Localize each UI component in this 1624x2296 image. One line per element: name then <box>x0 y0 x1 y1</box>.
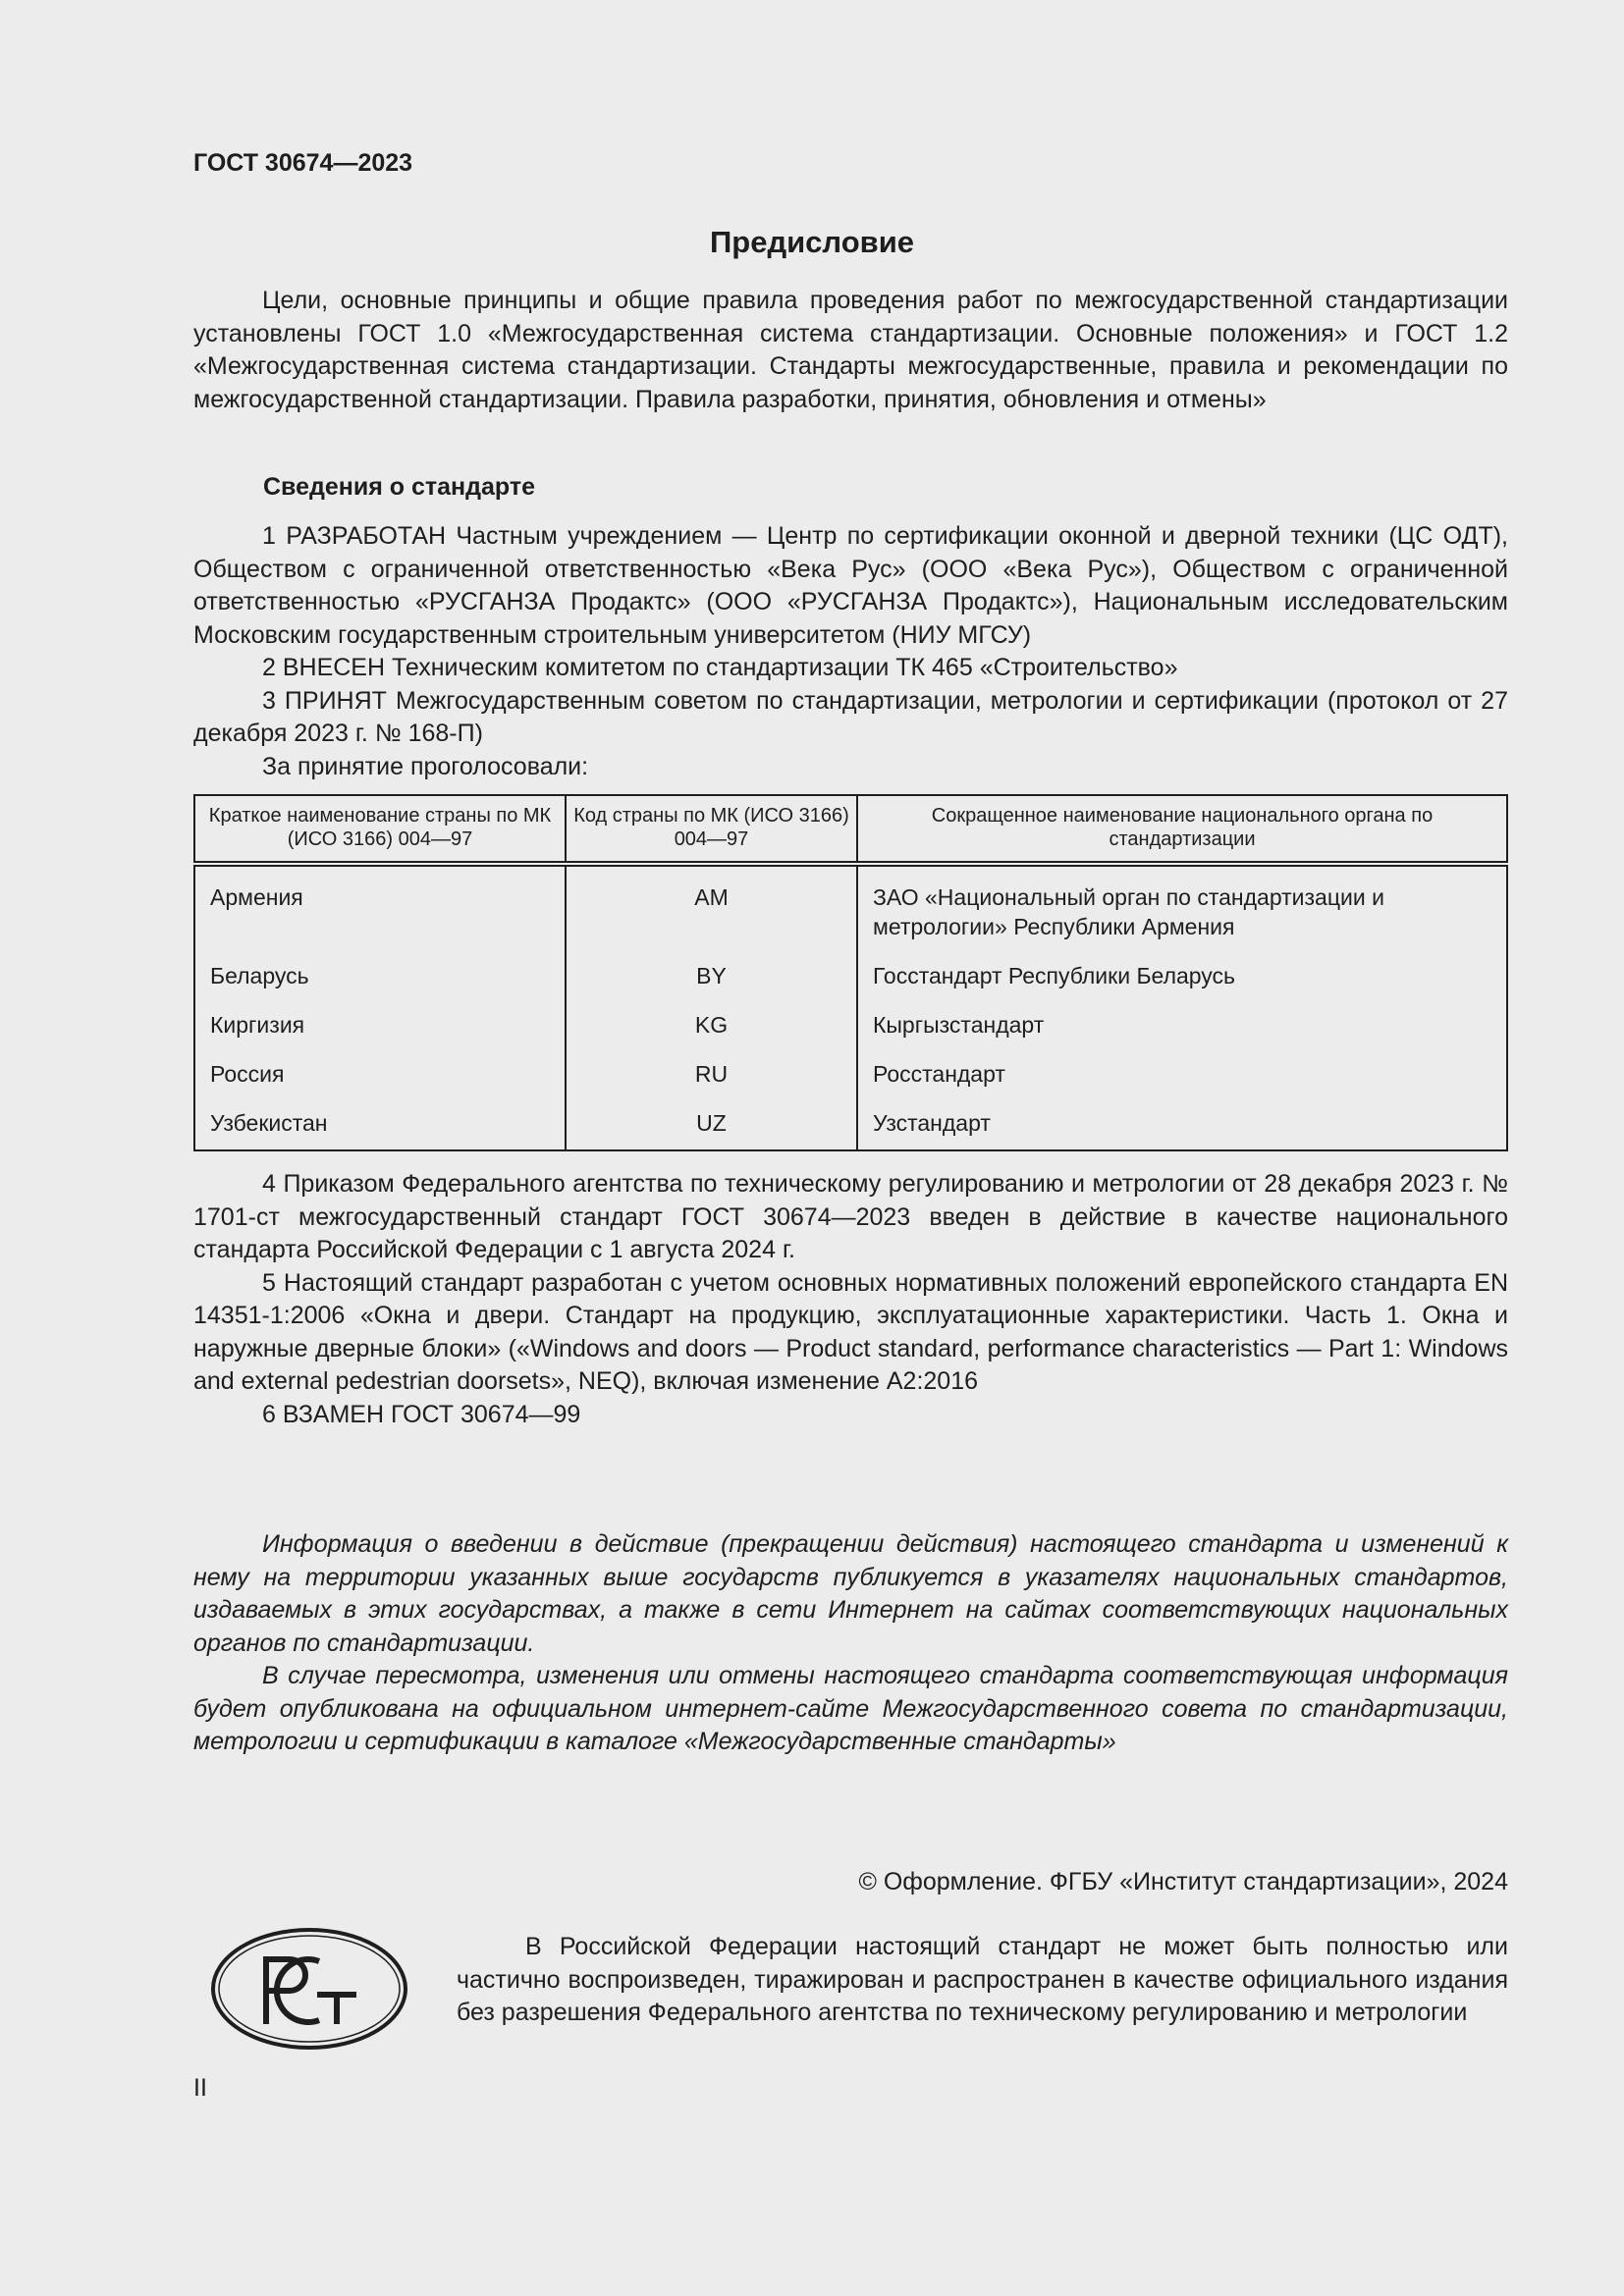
table-header-row <box>194 795 1507 864</box>
section-title: Сведения о стандарте <box>263 473 536 501</box>
cell-code: RU <box>566 1051 857 1100</box>
item-replaces: 6 ВЗАМЕН ГОСТ 30674—99 <box>262 1400 581 1428</box>
table-row <box>194 864 1507 953</box>
cell-code: UZ <box>566 1100 857 1150</box>
publication-info <box>193 1528 1508 1759</box>
voted-label: За принятие проголосовали: <box>262 752 589 780</box>
standard-info-continued <box>193 1168 1508 1431</box>
cell-country: Армения <box>194 864 566 953</box>
header-country-code: Код страны по МК (ИСО 3166) 004—97 <box>566 795 857 864</box>
table-row <box>194 1100 1507 1150</box>
cell-body: Госстандарт Республики Беларусь <box>857 953 1507 1002</box>
item-based-on: 5 Настоящий стандарт разработан с учетом основных нормативных положений европейского стандарта EN 14351-1:2006 «Окна и двери. Стандарт на продукцию, эксплуатационные характеристики. Часть 1. Окна и наружные дверные блоки» («Windows and doors — Product standard, performance characteristics — Part 1: Windows and external pedestrian doorsets», NEQ), включая изменение A2:2016 <box>193 1268 1508 1395</box>
document-code: ГОСТ 30674—2023 <box>193 149 413 177</box>
item-adopted: 3 ПРИНЯТ Межгосударственным советом по стандартизации, метрологии и сертификации (протокол от 27 декабря 2023 г. № 168-П) <box>193 686 1508 747</box>
table-row <box>194 1051 1507 1100</box>
notice-paragraph: В Российской Федерации настоящий стандарт не может быть полностью или частично воспроизведен, тиражирован и распространен в качестве официального издания без разрешения Федерального агентства по техническому регулированию и метрологии <box>457 1933 1508 2026</box>
cell-body: Кыргызстандарт <box>857 1002 1507 1051</box>
cell-body: Узстандарт <box>857 1100 1507 1150</box>
rst-certification-mark-icon <box>209 1926 409 2052</box>
item-submitted: 2 ВНЕСЕН Техническим комитетом по стандартизации ТК 465 «Строительство» <box>262 654 1178 681</box>
cell-country: Беларусь <box>194 953 566 1002</box>
standard-info-section <box>193 520 1508 783</box>
cell-code: KG <box>566 1002 857 1051</box>
header-national-body: Сокращенное наименование национального органа по стандартизации <box>857 795 1507 864</box>
intro-section <box>193 285 1508 416</box>
page-number: II <box>193 2074 207 2102</box>
cell-country: Узбекистан <box>194 1100 566 1150</box>
cell-code: AM <box>566 864 857 953</box>
intro-paragraph: Цели, основные принципы и общие правила проведения работ по межгосударственной стандартизации установлены ГОСТ 1.0 «Межгосударственная система стандартизации. Основные положения» и ГОСТ 1.2 «Межгосударственная система стандартизации. Стандарты межгосударственные, правила и рекомендации по межгосударственной стандартизации. Правила разработки, принятия, обновления и отмены» <box>193 287 1508 413</box>
copyright-line: © Оформление. ФГБУ «Институт стандартизации», 2024 <box>858 1868 1508 1896</box>
cell-code: BY <box>566 953 857 1002</box>
table-row <box>194 1002 1507 1051</box>
page-title: Предисловие <box>709 225 914 259</box>
cell-body: ЗАО «Национальный орган по стандартизации и метрологии» Республики Армения <box>857 864 1507 953</box>
item-enacted: 4 Приказом Федерального агентства по техническому регулированию и метрологии от 28 декабря 2023 г. № 1701-ст межгосударственный стандарт ГОСТ 30674—2023 введен в действие в качестве национального стандарта Российской Федерации с 1 августа 2024 г. <box>193 1170 1508 1263</box>
cell-country: Россия <box>194 1051 566 1100</box>
info-paragraph-2: В случае пересмотра, изменения или отмены настоящего стандарта соответствующая информация будет опубликована на официальном интернет-сайте Межгосударственного совета по стандартизации, метрологии и сертификации в каталоге «Межгосударственные стандарты» <box>193 1662 1508 1755</box>
cell-body: Росстандарт <box>857 1051 1507 1100</box>
reproduction-notice <box>457 1931 1508 2030</box>
header-country-name: Краткое наименование страны по МК (ИСО 3166) 004—97 <box>194 795 566 864</box>
cell-country: Киргизия <box>194 1002 566 1051</box>
voting-table <box>193 794 1508 1151</box>
table-row <box>194 953 1507 1002</box>
info-paragraph-1: Информация о введении в действие (прекращении действия) настоящего стандарта и изменений к нему на территории указанных выше государств публикуется в указателях национальных стандартов, издаваемых в этих государствах, а также в сети Интернет на сайтах соответствующих национальных органов по стандартизации. <box>193 1530 1508 1657</box>
item-developed: 1 РАЗРАБОТАН Частным учреждением — Центр по сертификации оконной и дверной техники (ЦС ОДТ), Обществом с ограниченной ответственностью «Века Рус» (ООО «Века Рус»), Обществом с ограниченной ответственностью «РУСГАНЗА Продактс» (ООО «РУСГАНЗА Продактс»), Национальным исследовательским Московским государственным строительным университетом (НИУ МГСУ) <box>193 522 1508 649</box>
